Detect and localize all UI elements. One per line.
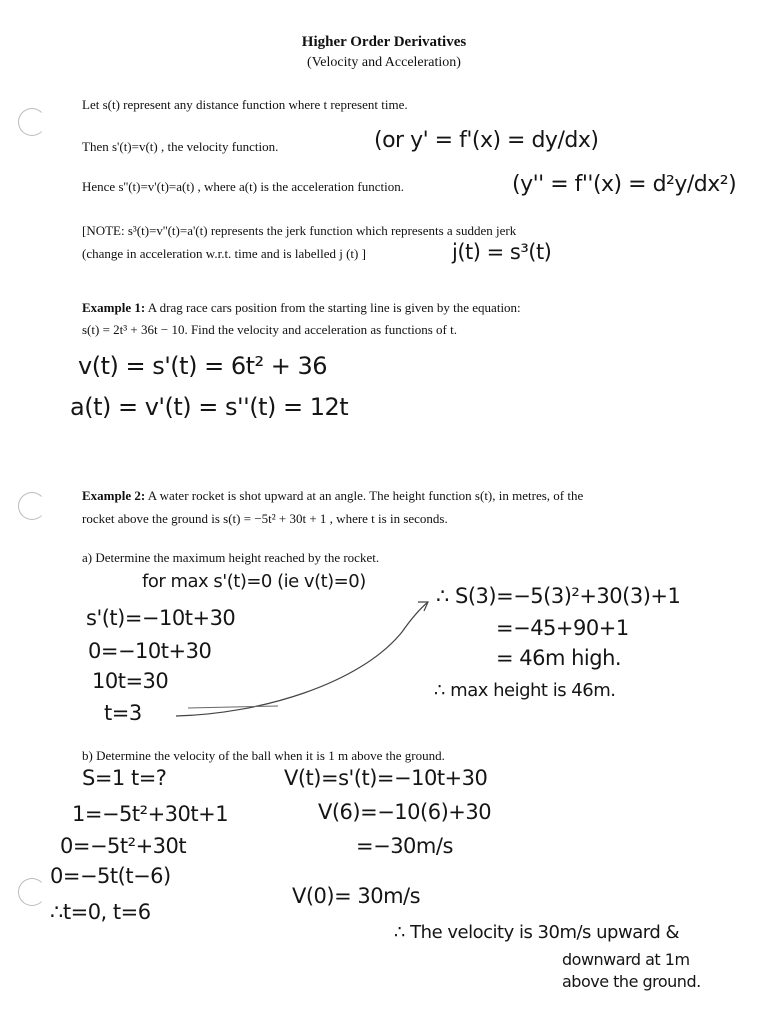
handwritten-a-right-4: ∴ max height is 46m. bbox=[434, 680, 616, 701]
handwritten-a-right-3: = 46m high. bbox=[496, 646, 622, 670]
handwritten-b-line-5: ∴t=0, t=6 bbox=[50, 900, 151, 924]
handwritten-b-line-2: 1=−5t²+30t+1 bbox=[72, 802, 229, 826]
intro-line-3: Hence s''(t)=v'(t)=a(t) , where a(t) is the acceleration function. bbox=[82, 179, 404, 194]
note-line-1: [NOTE: s³(t)=v''(t)=a'(t) represents the jerk function which represents a sudden jerk bbox=[82, 223, 517, 238]
example2-description: A water rocket is shot upward at an angle. The height function s(t), in metres, of the bbox=[145, 488, 584, 503]
handwritten-a-right-1: ∴ S(3)=−5(3)²+30(3)+1 bbox=[436, 584, 681, 608]
handwritten-a-line-2: 0=−10t+30 bbox=[88, 639, 212, 663]
example2-label: Example 2: bbox=[82, 488, 146, 503]
punch-hole-middle bbox=[18, 492, 46, 520]
example1-description: A drag race cars position from the starting line is given by the equation: bbox=[145, 300, 521, 315]
handwritten-arrow bbox=[170, 592, 440, 724]
handwritten-acceleration-notation: (y'' = f''(x) = d²y/dx²) bbox=[512, 172, 737, 197]
example2-text-2: rocket above the ground is s(t) = −5t² + 30t + 1 , where t is in seconds. bbox=[82, 511, 448, 526]
example2-part-b: b) Determine the velocity of the ball when it is 1 m above the ground. bbox=[82, 748, 445, 763]
handwritten-b-right-3: =−30m/s bbox=[356, 834, 453, 858]
intro-line-2: Then s'(t)=v(t) , the velocity function. bbox=[82, 139, 279, 154]
page-subtitle: (Velocity and Acceleration) bbox=[307, 55, 461, 70]
handwritten-conclusion-3: above the ground. bbox=[562, 972, 701, 991]
handwritten-b-line-3: 0=−5t²+30t bbox=[60, 834, 187, 858]
handwritten-a-line-4: t=3 bbox=[104, 701, 142, 725]
handwritten-jerk-notation: j(t) = s³(t) bbox=[452, 240, 552, 264]
handwritten-conclusion-1: ∴ The velocity is 30m/s upward & bbox=[394, 922, 679, 943]
punch-hole-top bbox=[18, 108, 46, 136]
intro-line-1: Let s(t) represent any distance function where t represent time. bbox=[82, 97, 408, 112]
handwritten-b-right-2: V(6)=−10(6)+30 bbox=[318, 800, 492, 824]
handwritten-example1-acceleration: a(t) = v'(t) = s''(t) = 12t bbox=[70, 393, 349, 421]
handwritten-velocity-notation: (or y' = f'(x) = dy/dx) bbox=[374, 128, 599, 153]
handwritten-b-right-4: V(0)= 30m/s bbox=[292, 884, 421, 908]
handwritten-a-line-3: 10t=30 bbox=[92, 669, 169, 693]
handwritten-b-line-4: 0=−5t(t−6) bbox=[50, 864, 171, 888]
page-title: Higher Order Derivatives bbox=[301, 34, 467, 50]
handwritten-a-right-2: =−45+90+1 bbox=[496, 616, 629, 640]
handwritten-example1-velocity: v(t) = s'(t) = 6t² + 36 bbox=[78, 352, 328, 380]
example1-text-2: s(t) = 2t³ + 36t − 10. Find the velocity and acceleration as functions of t. bbox=[82, 322, 458, 337]
handwritten-b-right-1: V(t)=s'(t)=−10t+30 bbox=[284, 766, 488, 790]
handwritten-conclusion-2: downward at 1m bbox=[562, 950, 690, 969]
example2-text-1 bbox=[82, 488, 583, 504]
punch-hole-bottom bbox=[18, 878, 46, 906]
example1-label: Example 1: bbox=[82, 300, 146, 315]
handwritten-b-line-1: S=1 t=? bbox=[82, 766, 167, 790]
example1-text-1 bbox=[82, 300, 521, 316]
note-line-2: (change in acceleration w.r.t. time and is labelled j (t) ] bbox=[82, 246, 366, 261]
example2-part-a: a) Determine the maximum height reached by the rocket. bbox=[82, 550, 380, 565]
handwritten-a-line-1: s'(t)=−10t+30 bbox=[86, 606, 236, 630]
handwritten-a-condition: for max s'(t)=0 (ie v(t)=0) bbox=[142, 571, 366, 592]
